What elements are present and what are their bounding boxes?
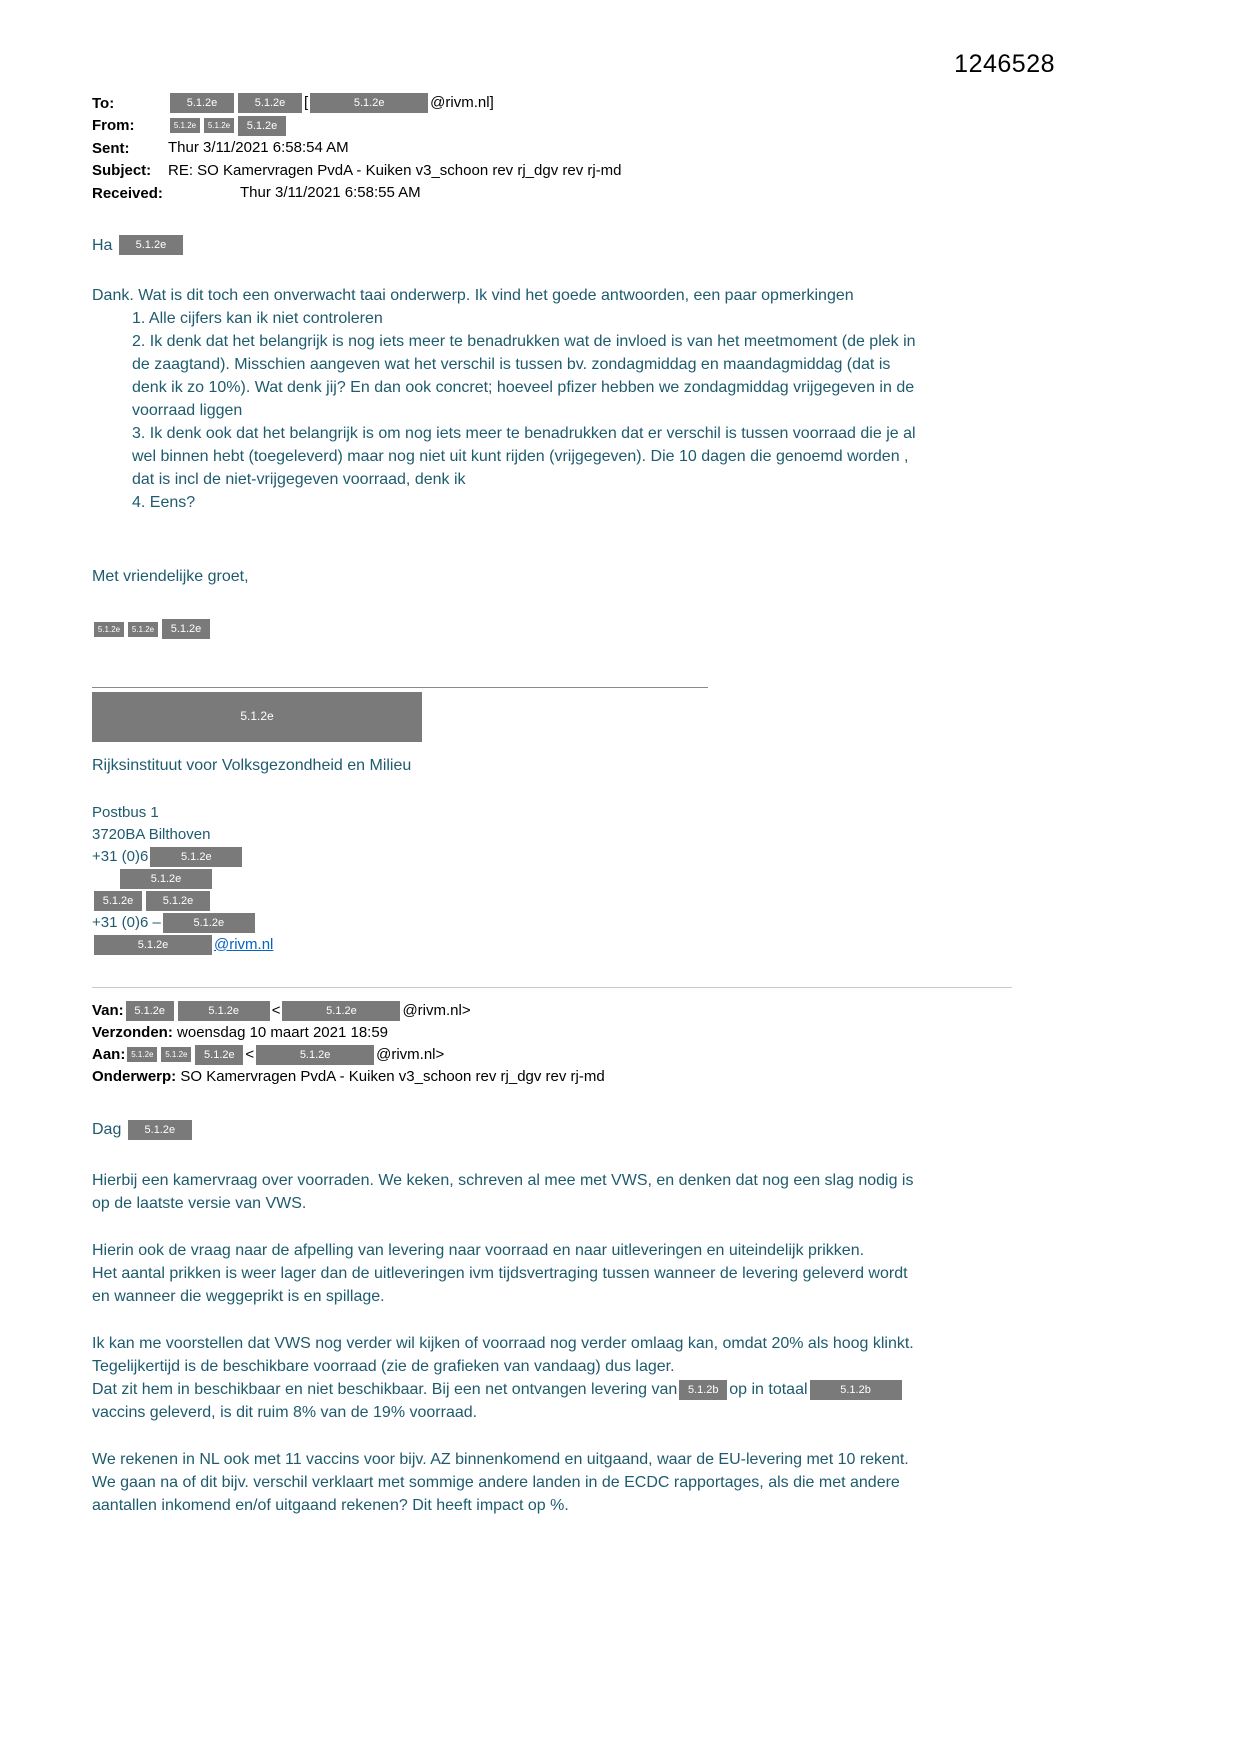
aan-redaction-3: 5.1.2e	[195, 1045, 243, 1065]
phone-redaction-5: 5.1.2e	[163, 913, 255, 933]
van-redaction-2: 5.1.2e	[178, 1001, 270, 1021]
phone-redaction-4: 5.1.2e	[146, 891, 210, 911]
to-domain: @rivm.nl]	[430, 94, 494, 111]
sent-value: Thur 3/11/2021 6:58:54 AM	[168, 139, 349, 157]
paragraph-3-line-1: Ik kan me voorstellen dat VWS nog verder wil kijken of voorraad nog verder omlaag kan, omdat 20% als hoog klinkt.	[92, 1334, 914, 1352]
verzonden-value: woensdag 10 maart 2021 18:59	[177, 1023, 389, 1041]
intro-paragraph: Dank. Wat is dit toch een onverwacht taai onderwerp. Ik vind het goede antwoorden, een paar opmerkingen	[92, 286, 854, 304]
from-redaction-3: 5.1.2e	[238, 116, 286, 136]
van-label: Van:	[92, 1001, 124, 1019]
document-number: 1246528	[954, 50, 1055, 78]
p3-text-pre: Dat zit hem in beschikbaar en niet beschikbaar. Bij een net ontvangen levering van	[92, 1380, 678, 1398]
van-redaction-3: 5.1.2e	[282, 1001, 400, 1021]
message-divider	[92, 987, 1012, 988]
paragraph-3	[92, 1332, 920, 1424]
aan-redaction-2: 5.1.2e	[161, 1047, 191, 1062]
onderwerp-label: Onderwerp:	[92, 1067, 177, 1085]
email-line	[92, 934, 920, 955]
signature-divider	[92, 687, 708, 688]
reply-header	[92, 1000, 920, 1088]
closing-line: Met vriendelijke groet,	[92, 567, 249, 585]
list-item: 4. Eens?	[132, 493, 196, 511]
aan-label: Aan:	[92, 1045, 126, 1063]
email-header	[92, 92, 920, 204]
to-redaction-3: 5.1.2e	[310, 93, 428, 113]
to-bracket: [	[304, 94, 309, 111]
to-label: To:	[92, 94, 115, 112]
received-label: Received:	[92, 184, 163, 202]
onderwerp-value: SO Kamervragen PvdA - Kuiken v3_schoon rev rj_dgv rev rj-md	[180, 1067, 605, 1085]
paragraph-4-line-2: We gaan na of dit bijv. verschil verklaart met sommige andere landen in de ECDC rapportages, als die met andere aantallen inkomend en/of uitgaand rekenen? Dit heeft impact op %.	[92, 1473, 900, 1514]
email-redaction: 5.1.2e	[94, 935, 212, 955]
from-redaction-2: 5.1.2e	[204, 118, 234, 133]
reply-row-onderwerp	[92, 1066, 920, 1088]
to-redaction-1: 5.1.2e	[170, 93, 234, 113]
greeting-text: Ha	[92, 236, 113, 254]
reply-row-verzonden	[92, 1022, 920, 1044]
address-line-1: Postbus 1	[92, 803, 159, 821]
reply-row-van	[92, 1000, 920, 1022]
amount-redaction-1: 5.1.2b	[679, 1380, 727, 1400]
sent-label: Sent:	[92, 139, 130, 157]
van-angle: <	[271, 1001, 281, 1019]
header-row-subject	[92, 160, 920, 182]
paragraph-2	[92, 1239, 920, 1308]
signature-address	[92, 802, 920, 955]
header-row-to	[92, 92, 920, 114]
phone-redaction-3: 5.1.2e	[94, 891, 142, 911]
phone-line-4	[92, 912, 920, 933]
organization-name: Rijksinstituut voor Volksgezondheid en Milieu	[92, 756, 412, 774]
greeting-redaction: 5.1.2e	[119, 235, 183, 255]
greeting-text-2: Dag	[92, 1120, 122, 1138]
aan-redaction-4: 5.1.2e	[256, 1045, 374, 1065]
to-redaction-2: 5.1.2e	[238, 93, 302, 113]
phone-redaction-1: 5.1.2e	[150, 847, 242, 867]
paragraph-4-line-1: We rekenen in NL ook met 11 vaccins voor bijv. AZ binnenkomend en uitgaand, waar de EU-levering met 10 rekent.	[92, 1450, 909, 1468]
paragraph-1: Hierbij een kamervraag over voorraden. We keken, schreven al mee met VWS, en denken dat nog een slag nodig is op de laatste versie van VWS.	[92, 1171, 914, 1212]
signature-redaction-3: 5.1.2e	[162, 619, 210, 639]
address-line-2: 3720BA Bilthoven	[92, 825, 211, 843]
from-redaction-1: 5.1.2e	[170, 118, 200, 133]
signature-redaction-2: 5.1.2e	[128, 622, 158, 637]
van-redaction-1: 5.1.2e	[126, 1001, 174, 1021]
greeting-line	[92, 234, 920, 257]
header-row-from	[92, 115, 920, 137]
p3-text-mid: op in totaal	[729, 1380, 808, 1398]
p3-text-post: vaccins geleverd, is dit ruim 8% van de 19% voorraad.	[92, 1403, 478, 1421]
header-row-received	[92, 182, 920, 204]
verzonden-label: Verzonden:	[92, 1023, 173, 1041]
paragraph-2-line-2: Het aantal prikken is weer lager dan de uitleveringen ivm tijdsvertraging tussen wanneer de levering geleverd wordt en wanneer die weggeprikt is en spillage.	[92, 1264, 908, 1305]
amount-redaction-2: 5.1.2b	[810, 1380, 902, 1400]
list-item: 2. Ik denk dat het belangrijk is nog iets meer te benadrukken wat de invloed is van het meetmoment (de plek in de zaagtand). Misschien aangeven wat het verschil is tussen bv. zondagmiddag en maandagmiddag (dat is denk ik zo 10%). Wat denk jij? En dan ook concret; hoeveel pfizer hebben we zondagmiddag vrijgegeven in de voorraad liggen	[132, 332, 916, 419]
rivm-email-link[interactable]: @rivm.nl	[214, 935, 274, 953]
subject-label: Subject:	[92, 162, 152, 180]
message-body-2	[92, 1118, 920, 1517]
signature-block-redaction: 5.1.2e	[92, 692, 422, 742]
phone-prefix-1: +31 (0)6	[92, 847, 149, 865]
paragraph-4	[92, 1448, 920, 1517]
greeting-line-2	[92, 1118, 920, 1141]
from-label: From:	[92, 117, 135, 135]
numbered-list	[132, 307, 920, 514]
paragraph-3-line-2: Tegelijkertijd is de beschikbare voorraad (zie de grafieken van vandaag) dus lager.	[92, 1357, 675, 1375]
greeting-redaction-2: 5.1.2e	[128, 1120, 192, 1140]
van-domain: @rivm.nl>	[402, 1001, 471, 1019]
paragraph-3-line-3	[92, 1378, 920, 1424]
received-value: Thur 3/11/2021 6:58:55 AM	[240, 184, 421, 202]
header-row-sent	[92, 137, 920, 159]
subject-value: RE: SO Kamervragen PvdA - Kuiken v3_schoon rev rj_dgv rev rj-md	[168, 161, 622, 179]
message-body-1	[92, 234, 920, 955]
aan-angle: <	[245, 1045, 255, 1063]
phone-redaction-2: 5.1.2e	[120, 869, 212, 889]
aan-domain: @rivm.nl>	[376, 1045, 445, 1063]
list-item: 3. Ik denk ook dat het belangrijk is om nog iets meer te benadrukken dat er verschil is tussen voorraad die je al wel binnen hebt (toegeleverd) maar nog niet uit kunt rijden (vrijgegeven). Die 10 dagen die genoemd worden , dat is incl de niet-vrijgegeven voorraad, denk ik	[132, 424, 916, 488]
signature-redaction-1: 5.1.2e	[94, 622, 124, 637]
paragraph-2-line-1: Hierin ook de vraag naar de afpelling van levering naar voorraad en naar uitleveringen en uiteindelijk prikken.	[92, 1241, 865, 1259]
phone-line-3	[92, 890, 920, 911]
phone-line-1	[92, 846, 920, 867]
aan-redaction-1: 5.1.2e	[127, 1047, 157, 1062]
reply-row-aan	[92, 1044, 920, 1066]
phone-prefix-2: +31 (0)6 –	[92, 913, 161, 931]
phone-line-2	[92, 868, 920, 889]
signature-name-redactions	[92, 618, 920, 641]
list-item: 1. Alle cijfers kan ik niet controleren	[132, 309, 383, 327]
